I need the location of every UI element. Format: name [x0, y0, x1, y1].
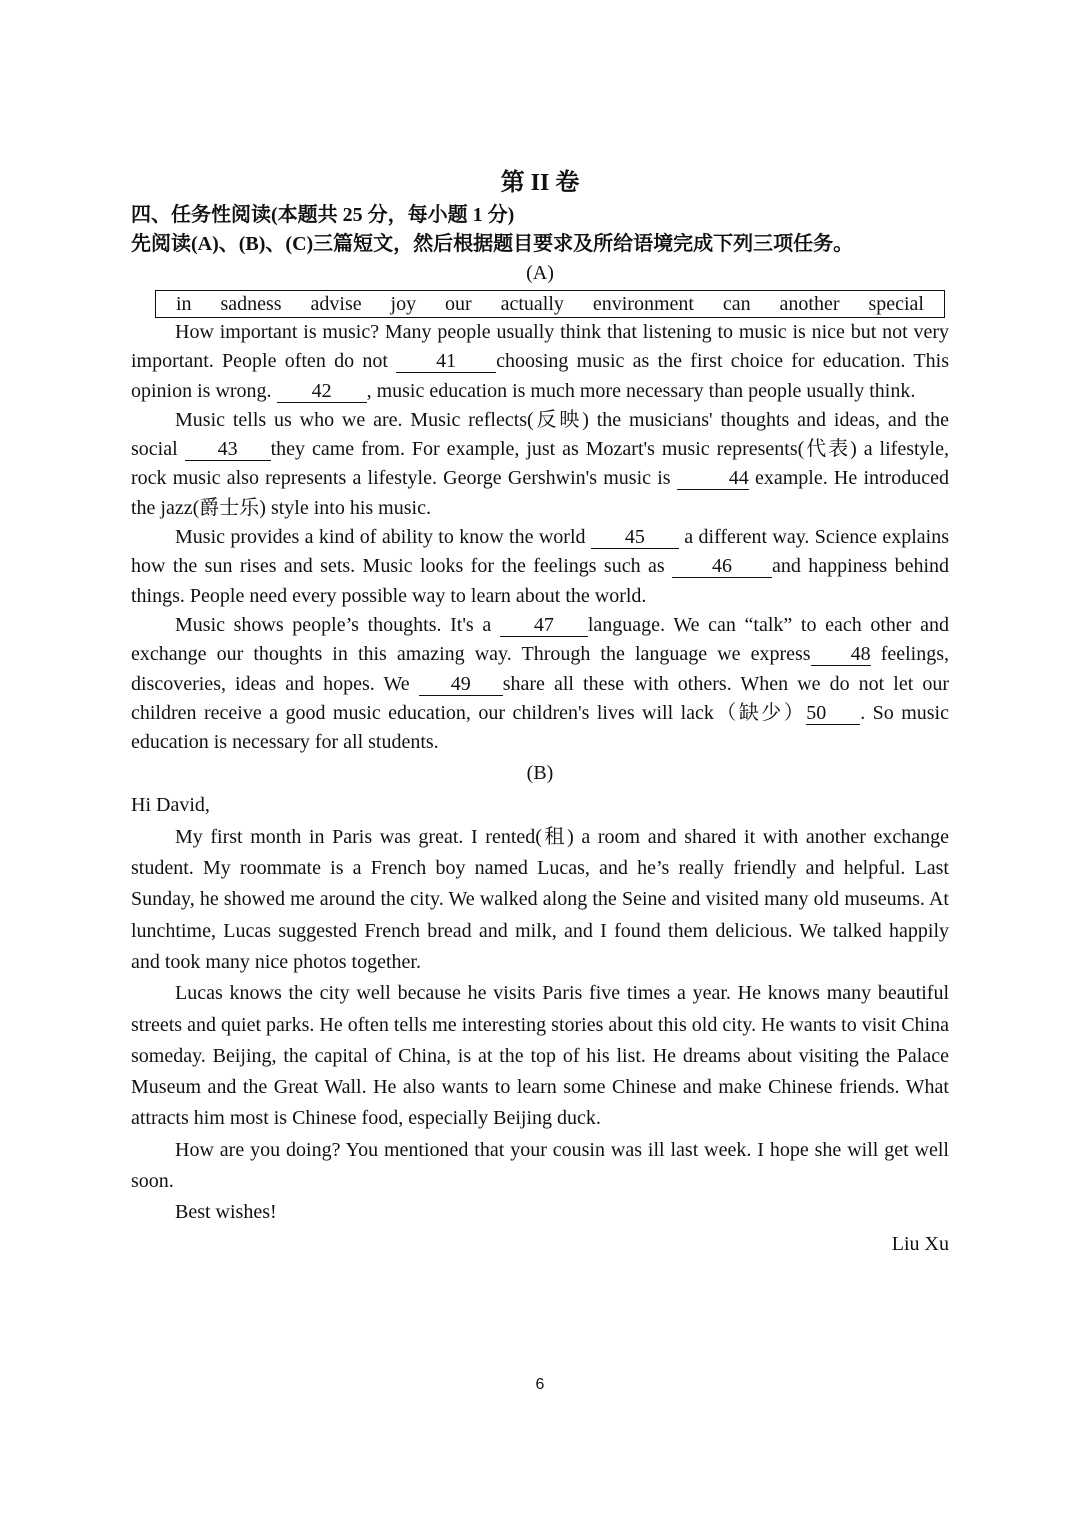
text-run: . So music education is necessary for all students. [131, 701, 949, 754]
word-bank-item: our [445, 292, 472, 315]
letter-signature: Liu Xu [891, 1232, 949, 1255]
passage-a-paragraph-4 [131, 611, 949, 757]
letter-body [131, 790, 949, 1259]
passage-a-paragraph-3 [131, 523, 949, 611]
word-bank-item: actually [500, 292, 564, 315]
word-bank-item: joy [390, 292, 417, 315]
text-run: feelings, discoveries, ideas and hopes. We [131, 643, 949, 695]
passage-b-label: (B) [526, 762, 554, 785]
word-bank-item: another [779, 292, 840, 315]
word-bank-item: in [176, 292, 192, 315]
blank-50[interactable]: 50 [806, 702, 860, 725]
blank-48[interactable]: 48 [811, 643, 871, 666]
letter-paragraph-1: My first month in Paris was great. I rented(租) a room and shared it with another exchange student. My roommate is a French boy named Lucas, and he’s really friendly and helpful. Last Sunday, he showed me around the city. We walked along the Seine and visited many old museums. At lunchtime, Lucas suggested French bread and milk, and I found them delicious. We talked happily and took many nice photos together. [131, 825, 949, 973]
exam-page [131, 165, 949, 1260]
text-run: Music provides a kind of ability to know the world [175, 526, 591, 549]
letter-paragraph-3: How are you doing? You mentioned that your cousin was ill last week. I hope she will get well soon. [131, 1138, 949, 1193]
text-run: choosing music as the first choice for education. This opinion is wrong. [131, 350, 949, 402]
word-bank-item: sadness [220, 292, 282, 315]
blank-45[interactable]: 45 [591, 526, 679, 549]
text-run: a different way. Science explains how the sun rises and sets. Music looks for the feelings such as [131, 526, 949, 578]
blank-41[interactable]: 41 [396, 350, 496, 373]
blank-43[interactable]: 43 [185, 438, 271, 461]
instruction-text: 先阅读(A)、(B)、(C)三篇短文，然后根据题目要求及所给语境完成下列三项任务。 [131, 233, 854, 255]
blank-47[interactable]: 47 [500, 614, 588, 637]
letter-closing: Best wishes! [175, 1201, 277, 1224]
word-bank-box [155, 290, 945, 318]
blank-44[interactable]: 44 [677, 467, 749, 490]
text-run: Music tells us who we are. Music reflects(反映) the musicians' thoughts and ideas, and the social [131, 408, 949, 461]
text-run: , music education is much more necessary than people usually think. [366, 379, 916, 402]
text-run: they came from. For example, just as Mozart's music represents(代表) a lifestyle, rock music also represents a lifestyle. George Gershwin's music is [131, 438, 949, 490]
passage-a-paragraph-2 [131, 406, 949, 523]
text-run: Music shows people’s thoughts. It's a [175, 613, 500, 636]
blank-42[interactable]: 42 [277, 380, 367, 403]
text-run: share all these with others. When we do not let our children receive a good music education, our children's lives will lack（缺少） [131, 672, 949, 724]
text-run: example. He introduced the jazz(爵士乐) style into his music. [131, 467, 949, 519]
text-run: and happiness behind things. People need every possible way to learn about the world. [131, 555, 950, 607]
section-heading: 四、任务性阅读(本题共 25 分，每小题 1 分) [131, 204, 515, 226]
word-bank-item: advise [310, 292, 362, 315]
blank-46[interactable]: 46 [672, 555, 772, 578]
blank-49[interactable]: 49 [419, 673, 503, 696]
word-bank-item: can [722, 292, 751, 315]
word-bank-item: environment [592, 292, 694, 315]
text-run: How important is music? Many people usually think that listening to music is nice but not very important. People often do not [131, 321, 949, 373]
letter-greeting: Hi David, [131, 794, 210, 817]
word-bank-item: special [868, 292, 924, 315]
page-number: 6 [535, 1376, 545, 1393]
text-run: language. We can “talk” to each other and exchange our thoughts in this amazing way. Through the language we express [131, 613, 949, 666]
passage-a-label: (A) [526, 262, 554, 284]
letter-paragraph-2: Lucas knows the city well because he visits Paris five times a year. He knows many beautiful streets and quiet parks. He often tells me interesting stories about this old city. He wants to visit China someday. Beijing, the capital of China, is at the top of his list. He dreams about visiting the Palace Museum and the Great Wall. He also wants to learn some Chinese and make Chinese friends. What attracts him most is Chinese food, especially Beijing duck. [131, 982, 949, 1130]
volume-title: 第 II 卷 [500, 170, 580, 196]
passage-a-paragraph-1 [131, 318, 949, 406]
